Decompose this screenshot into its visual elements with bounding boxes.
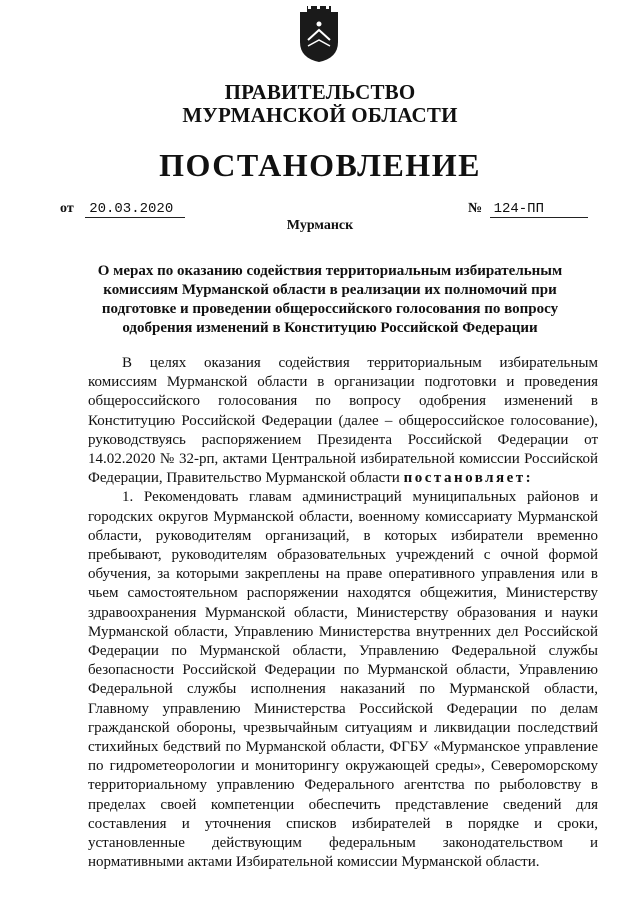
date-block: [60, 201, 185, 218]
number-value: 124-ПП: [490, 201, 588, 218]
document-title: О мерах по оказанию содействия территориальным избирательным комиссиям Мурманской области в реализации их полномочий при подготовке и проведении общероссийского голосования по вопросу одобрения изменений в Конституцию Российской Федерации: [97, 263, 563, 336]
preamble-text: В целях оказания содействия территориальным избирательным комиссиям Мурманской области в организации подготовки и проведения общероссийского голосования по вопросу одобрения изменений в Конституцию Российской Федерации (далее – общероссийское голосование), руководствуясь распоряжением Президента Российской Федерации от 14.02.2020 № 32-рп, актами Центральной избирательной комиссии Российской Федерации, Правительство Мурманской области: [88, 355, 598, 487]
date-value: 20.03.2020: [85, 201, 185, 218]
number-block: [468, 201, 588, 218]
paragraph-preamble: [88, 354, 598, 488]
murmansk-region-coat-of-arms-icon: [296, 6, 342, 64]
city-name: Мурманск: [286, 218, 354, 233]
org-name-line2: МУРМАНСКОЙ ОБЛАСТИ: [182, 103, 458, 127]
org-name-line1: ПРАВИТЕЛЬСТВО: [224, 80, 416, 104]
date-label: от: [60, 201, 74, 216]
number-label: №: [468, 201, 483, 216]
decree-keyword: постановляет:: [403, 470, 534, 487]
document-body: [88, 354, 598, 872]
document-type: ПОСТАНОВЛЕНИЕ: [159, 147, 481, 183]
paragraph-item-1: 1. Рекомендовать главам администраций муниципальных районов и городских округов Мурманской области, военному комиссариату Мурманской области, руководителям организаций, в которых избиратели временно пребывают, руководителям образовательных учреждений с очной формой обучения, за которыми закреплены на праве оперативного управления или в чьем самостоятельном распоряжении находятся общежития, Министерству здравоохранения Мурманской области, Министерству образования и науки Мурманской области, Управлению Министерства внутренних дел Российской Федерации по Мурманской области, Управлению Федеральной службы безопасности Российской Федерации по Мурманской области, Управлению Федеральной службы исполнения наказаний по Мурманской области, Главному управлению Министерства Российской Федерации по делам гражданской обороны, чрезвычайным ситуациям и ликвидации последствий стихийных бедствий по Мурманской области, ФГБУ «Мурманское управление по гидрометеорологии и мониторингу окружающей среды», Североморскому территориальному управлению Федерального агентства по рыболовству в пределах своей компетенции обеспечить представление сведений для составления и уточнения списков избирателей в порядке и сроки, установленные действующим федеральным законодательством и нормативными актами Избирательной комиссии Мурманской области.: [88, 489, 598, 871]
